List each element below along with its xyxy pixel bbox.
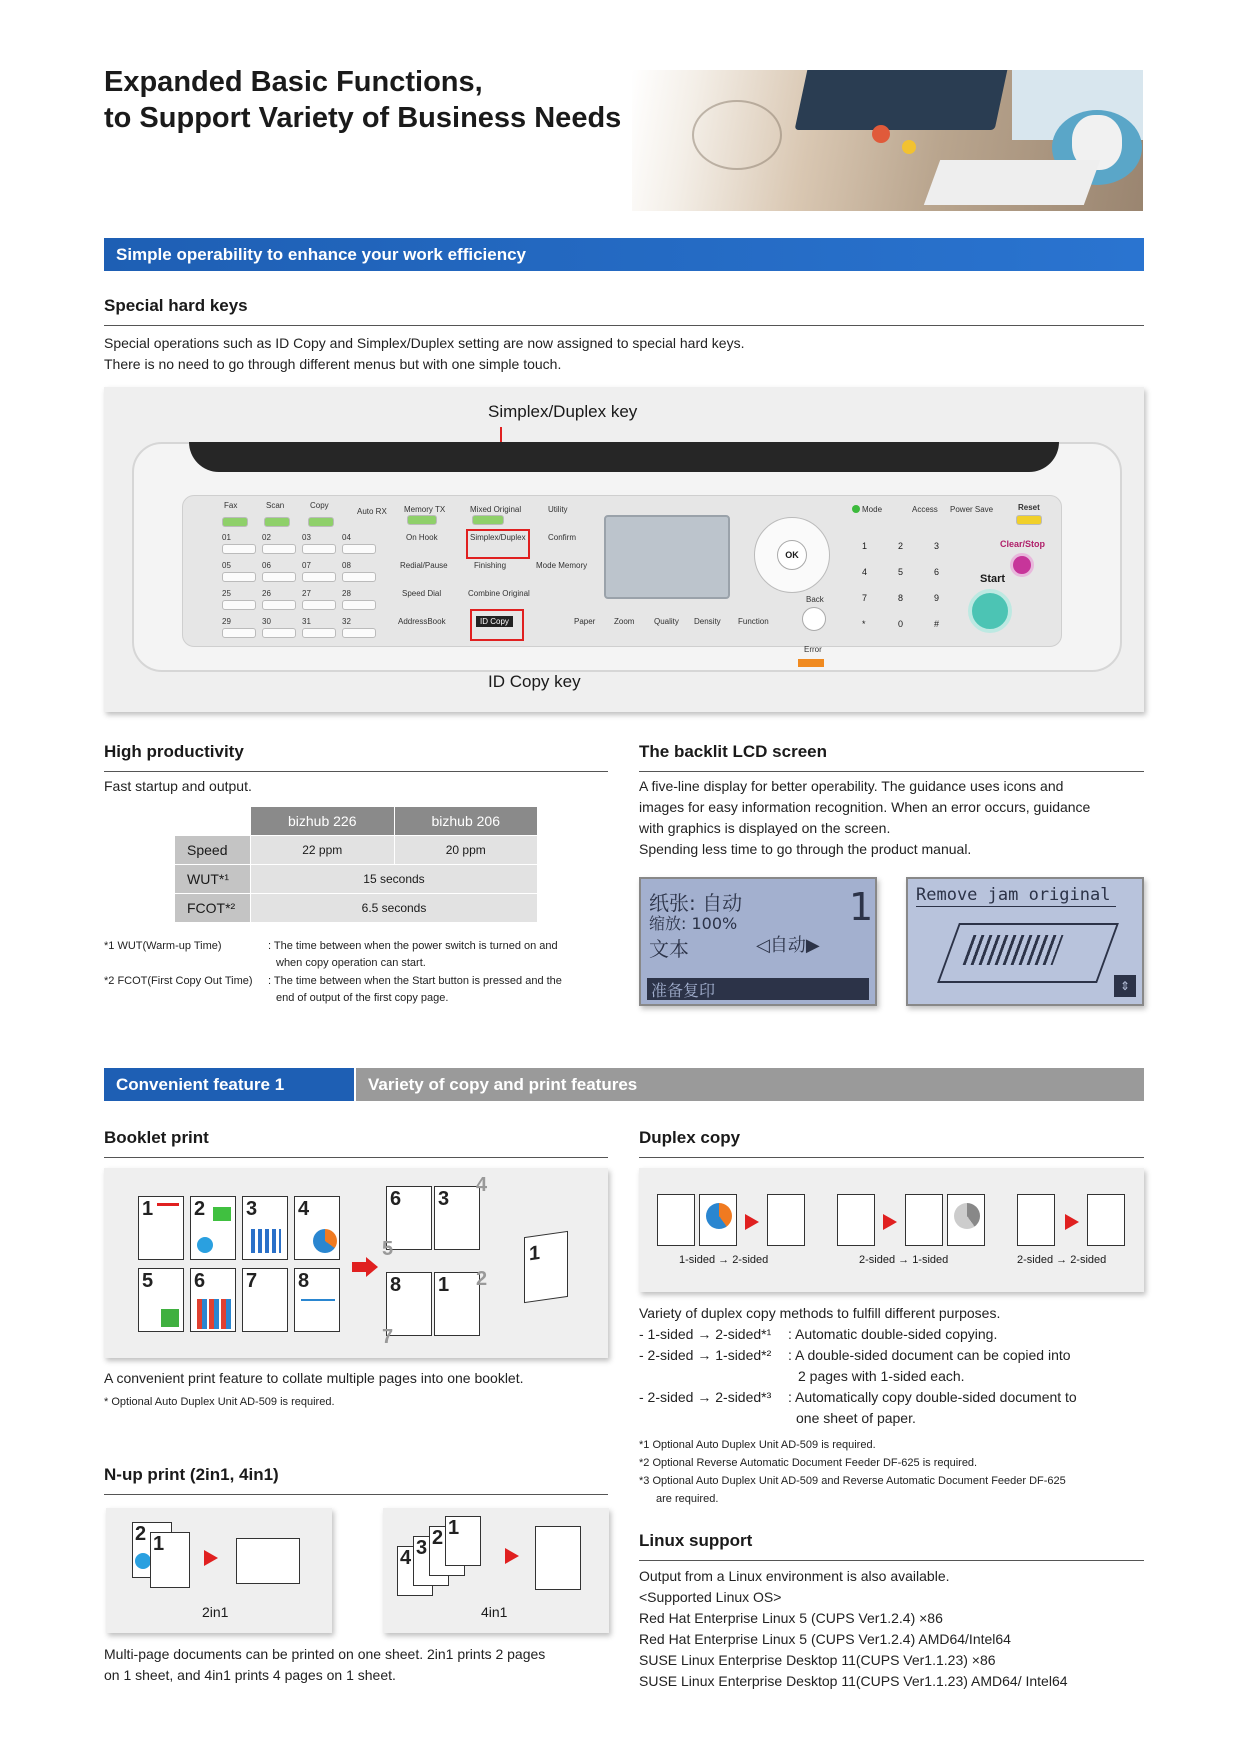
id-copy-key[interactable]: ID Copy: [476, 616, 513, 627]
key-label: Utility: [548, 505, 568, 514]
duplex-page: [905, 1194, 943, 1246]
key-label: Mode: [862, 505, 883, 514]
onetouch-key-label: 31: [302, 617, 311, 626]
page-mark: [251, 1229, 281, 1253]
control-panel-illustration: [104, 387, 1144, 712]
divider: [639, 1560, 1144, 1561]
onetouch-key[interactable]: [342, 544, 376, 554]
page-mark: [161, 1309, 179, 1327]
page-thumb: [138, 1268, 184, 1332]
page-thumb: [294, 1268, 340, 1332]
sheet-page: [434, 1186, 480, 1250]
divider: [639, 771, 1144, 772]
page-number: 1: [529, 1241, 541, 1266]
onetouch-key[interactable]: [222, 600, 256, 610]
keypad-key[interactable]: *: [862, 619, 866, 629]
key-label: Copy: [310, 501, 329, 510]
back-button[interactable]: [802, 607, 826, 631]
panel-top-slot: [189, 442, 1059, 472]
key-label: Mode Memory: [536, 561, 588, 570]
duplex-page: [699, 1194, 737, 1246]
keypad-key[interactable]: 9: [934, 593, 940, 603]
page-thumb: [445, 1516, 481, 1566]
onetouch-key[interactable]: [342, 628, 376, 638]
id-copy-highlight: [470, 609, 524, 641]
spec-cell: 22 ppm: [251, 836, 395, 865]
key-label: Simplex/Duplex: [470, 533, 526, 542]
duplex-item-text: : A double-sided document can be copied into: [788, 1347, 1071, 1363]
arrow-icon: [204, 1550, 218, 1566]
key-label: On Hook: [406, 533, 438, 542]
duplex-caption: 1-sided → 2-sided: [679, 1254, 769, 1266]
page-thumb: [236, 1538, 300, 1584]
duplex-heading: Duplex copy: [639, 1128, 741, 1147]
clip-shape: [902, 140, 916, 154]
onetouch-key[interactable]: [302, 572, 336, 582]
onetouch-key-label: 30: [262, 617, 271, 626]
arrow-icon: [505, 1548, 519, 1564]
footnote-text: end of output of the first copy page.: [276, 992, 449, 1004]
onetouch-key-label: 25: [222, 589, 231, 598]
scroll-icon: ⇕: [1114, 975, 1136, 997]
key-label: Function: [738, 617, 769, 626]
footnote-text: : The time between when the Start button is pressed and the: [268, 975, 562, 987]
onetouch-key[interactable]: [262, 544, 296, 554]
start-label: Start: [980, 573, 1006, 585]
lcd-copies: 1: [849, 885, 874, 929]
footnote-text: : The time between when the power switch is turned on and: [268, 940, 558, 952]
key-label: Scan: [266, 501, 285, 510]
page-mark: [157, 1203, 179, 1206]
onetouch-key-label: 27: [302, 589, 311, 598]
nup-caption: 2in1: [202, 1604, 229, 1620]
onetouch-key-label: 01: [222, 533, 231, 542]
booklet-heading: Booklet print: [104, 1128, 209, 1147]
divider: [104, 1494, 608, 1495]
lcd-text-line: with graphics is displayed on the screen.: [639, 820, 891, 836]
page-number: 3: [246, 1198, 258, 1220]
nup-heading: N-up print (2in1, 4in1): [104, 1465, 279, 1484]
title-line-2: to Support Variety of Business Needs: [104, 102, 622, 134]
divider: [104, 1157, 608, 1158]
duplex-page: [1087, 1194, 1125, 1246]
page-thumb: [242, 1196, 288, 1260]
onetouch-key-label: 07: [302, 561, 311, 570]
lcd-display: [604, 515, 730, 599]
keypad: [844, 527, 954, 647]
key-label: Memory TX: [404, 505, 446, 514]
duplex-page: [837, 1194, 875, 1246]
arrow-icon: [883, 1214, 897, 1230]
onetouch-key-label: 29: [222, 617, 231, 626]
divider: [104, 325, 1144, 326]
lcd-line: 纸张: 自动: [649, 891, 743, 915]
callout-id-copy: ID Copy key: [488, 672, 581, 691]
keypad-key[interactable]: 3: [934, 541, 940, 551]
page-number: 4: [298, 1198, 310, 1220]
onetouch-key[interactable]: [222, 544, 256, 554]
divider: [104, 771, 608, 772]
page-mark: [706, 1203, 732, 1229]
feature-banner-title: Variety of copy and print features: [356, 1068, 1144, 1101]
key-label: Quality: [654, 617, 679, 626]
footnote-key: *1 WUT(Warm-up Time): [104, 940, 222, 952]
arrow-icon: [366, 1257, 378, 1277]
page-mark: [135, 1553, 151, 1569]
keypad-key[interactable]: 5: [898, 567, 904, 577]
onetouch-key[interactable]: [342, 572, 376, 582]
page-number: 1: [142, 1198, 154, 1220]
page-thumb: [294, 1196, 340, 1260]
key-label: Mixed Original: [470, 505, 522, 514]
onetouch-key[interactable]: [262, 628, 296, 638]
productivity-text: Fast startup and output.: [104, 778, 252, 794]
page-thumb: [190, 1196, 236, 1260]
onetouch-key-label: 05: [222, 561, 231, 570]
productivity-heading: High productivity: [104, 742, 244, 761]
linux-heading: Linux support: [639, 1531, 753, 1550]
nup-4in1-illustration: [383, 1508, 609, 1633]
page-number: 2: [135, 1523, 147, 1545]
sheet-back-number: 4: [476, 1174, 488, 1196]
key-label: Speed Dial: [402, 589, 442, 598]
linux-text: [639, 1566, 1068, 1692]
arrow-icon: [745, 1214, 759, 1230]
callout-simplex-duplex: Simplex/Duplex key: [488, 402, 638, 421]
footnote-text: when copy operation can start.: [276, 957, 426, 969]
hardkeys-text-line: There is no need to go through different menus but with one simple touch.: [104, 356, 562, 372]
key-label: Paper: [574, 617, 596, 626]
booklet-illustration: [104, 1168, 608, 1358]
lcd-status-bar: 准备复印: [647, 978, 869, 1000]
onetouch-key-label: 03: [302, 533, 311, 542]
page-mark: [213, 1207, 231, 1221]
page-number: 2: [194, 1198, 206, 1220]
duplex-page: [947, 1194, 985, 1246]
page-number: 8: [390, 1274, 402, 1296]
keypad-key[interactable]: 4: [862, 567, 868, 577]
nup-caption: 4in1: [481, 1604, 508, 1620]
hardkeys-text: [104, 333, 744, 375]
feature-banner-label: Convenient feature 1: [104, 1068, 354, 1101]
duplex-note: *1 Optional Auto Duplex Unit AD-509 is required.: [639, 1439, 876, 1451]
page-number: 3: [416, 1537, 428, 1559]
duplex-item-text: : Automatic double-sided copying.: [788, 1326, 998, 1342]
lcd-line: 缩放: 100%: [649, 914, 738, 933]
page-thumb: [535, 1526, 581, 1590]
page-number: 4: [400, 1547, 412, 1569]
key-label: Back: [806, 595, 824, 604]
page-mark: [954, 1203, 980, 1229]
nup-2in1-illustration: [106, 1508, 332, 1633]
duplex-page: [1017, 1194, 1055, 1246]
copy-key[interactable]: [308, 517, 334, 527]
linux-line: Red Hat Enterprise Linux 5 (CUPS Ver1.2.4) AMD64/Intel64: [639, 1631, 1011, 1647]
onetouch-key[interactable]: [302, 628, 336, 638]
duplex-item-text: one sheet of paper.: [796, 1410, 916, 1426]
duplex-item-key: - 2-sided → 2-sided*³: [639, 1389, 772, 1405]
jam-illustration: [963, 935, 1064, 965]
onetouch-key-label: 04: [342, 533, 351, 542]
duplex-intro: Variety of duplex copy methods to fulfill different purposes.: [639, 1305, 1001, 1321]
lcd-text-line: images for easy information recognition. When an error occurs, guidance: [639, 799, 1091, 815]
duplex-note: *2 Optional Reverse Automatic Document Feeder DF-625 is required.: [639, 1457, 978, 1469]
booklet-note: * Optional Auto Duplex Unit AD-509 is required.: [104, 1396, 335, 1408]
spec-table: [174, 806, 538, 923]
duplex-caption: 2-sided → 2-sided: [1017, 1254, 1107, 1266]
page-thumb: [190, 1268, 236, 1332]
keypad-key[interactable]: 6: [934, 567, 940, 577]
lcd-auto: ◁自动▶: [756, 935, 820, 956]
spec-row-label: FCOT*²: [175, 894, 251, 923]
duplex-note: are required.: [656, 1493, 719, 1505]
onetouch-key-label: 02: [262, 533, 271, 542]
onetouch-key[interactable]: [222, 572, 256, 582]
sheet-back-number: 5: [382, 1238, 394, 1260]
title-line-1: Expanded Basic Functions,: [104, 66, 483, 98]
hardkeys-text-line: Special operations such as ID Copy and Simplex/Duplex setting are now assigned to special hard keys.: [104, 335, 745, 351]
reset-key[interactable]: [1016, 515, 1042, 525]
glasses-shape: [692, 100, 782, 170]
spec-cell: 15 seconds: [251, 865, 538, 894]
start-button[interactable]: [968, 589, 1012, 633]
page-number: 6: [390, 1188, 402, 1210]
duplex-illustration: [639, 1168, 1144, 1292]
arrow-icon: [352, 1262, 366, 1272]
duplex-caption: 2-sided → 1-sided: [859, 1254, 949, 1266]
onetouch-key[interactable]: [302, 544, 336, 554]
onetouch-key-label: 26: [262, 589, 271, 598]
onetouch-key[interactable]: [262, 572, 296, 582]
page-mark: [197, 1237, 213, 1253]
keypad-key[interactable]: 1: [862, 541, 868, 551]
nup-text: [104, 1644, 614, 1686]
page-number: 6: [194, 1270, 206, 1292]
linux-line: Output from a Linux environment is also available.: [639, 1568, 950, 1584]
clip-shape: [872, 125, 890, 143]
key-label: Auto RX: [357, 507, 387, 516]
key-label: Density: [694, 617, 721, 626]
clear-stop-label: Clear/Stop: [1000, 539, 1046, 549]
spec-col-header: bizhub 206: [394, 807, 538, 836]
scan-key[interactable]: [264, 517, 290, 527]
nup-text-line: Multi-page documents can be printed on one sheet. 2in1 prints 2 pages: [104, 1646, 546, 1662]
key-label: Error: [804, 645, 822, 654]
page-mark: [197, 1299, 231, 1329]
lcd-heading: The backlit LCD screen: [639, 742, 828, 761]
memory-tx-key[interactable]: [407, 515, 437, 525]
onetouch-key[interactable]: [222, 628, 256, 638]
keypad-key[interactable]: 2: [898, 541, 904, 551]
error-led: [798, 659, 824, 667]
lcd-divider: [916, 906, 1116, 907]
key-label: AddressBook: [398, 617, 446, 626]
clear-stop-button[interactable]: [1010, 553, 1034, 577]
keypad-key[interactable]: 7: [862, 593, 868, 603]
mixed-original-key[interactable]: [472, 515, 504, 525]
linux-line: SUSE Linux Enterprise Desktop 11(CUPS Ver1.1.23) ×86: [639, 1652, 996, 1668]
onetouch-key-label: 08: [342, 561, 351, 570]
key-label: Access: [912, 505, 938, 514]
key-label: Zoom: [614, 617, 635, 626]
page-title: [104, 64, 621, 136]
duplex-item-text: : Automatically copy double-sided document to: [788, 1389, 1077, 1405]
simplex-duplex-highlight: [466, 529, 530, 559]
spec-col-header: bizhub 226: [251, 807, 395, 836]
duplex-note: *3 Optional Auto Duplex Unit AD-509 and Reverse Automatic Document Feeder DF-625: [639, 1475, 1066, 1487]
page-number: 1: [438, 1274, 450, 1296]
nup-text-line: on 1 sheet, and 4in1 prints 4 pages on 1 sheet.: [104, 1667, 396, 1683]
key-label: Confirm: [548, 533, 577, 542]
linux-line: SUSE Linux Enterprise Desktop 11(CUPS Ver1.1.23) AMD64/ Intel64: [639, 1673, 1068, 1689]
onetouch-grid: [222, 533, 362, 643]
page-number: 2: [432, 1527, 444, 1549]
key-label: Reset: [1018, 503, 1040, 512]
page-number: 3: [438, 1188, 450, 1210]
duplex-item-key: - 2-sided → 1-sided*²: [639, 1347, 772, 1363]
key-label: Combine Original: [468, 589, 530, 598]
page-mark: [301, 1299, 335, 1301]
key-label: Fax: [224, 501, 238, 510]
page-thumb: [138, 1196, 184, 1260]
keyboard-shape: [924, 160, 1100, 205]
page-mark: [313, 1229, 337, 1253]
onetouch-key-label: 28: [342, 589, 351, 598]
lcd-line: 文本: [649, 937, 689, 961]
page-number: 8: [298, 1270, 310, 1292]
monitor-shape: [795, 70, 1010, 130]
sheet-back-number: 7: [382, 1326, 394, 1348]
page-number: 5: [142, 1270, 154, 1292]
onetouch-key[interactable]: [342, 600, 376, 610]
fax-key[interactable]: [222, 517, 248, 527]
onetouch-key[interactable]: [262, 600, 296, 610]
spec-row-label: Speed: [175, 836, 251, 865]
lcd-line: Remove jam original: [916, 885, 1111, 905]
keypad-key[interactable]: 0: [898, 619, 904, 629]
onetouch-key-label: 06: [262, 561, 271, 570]
sheet-page: [434, 1272, 480, 1336]
duplex-page: [767, 1194, 805, 1246]
onetouch-key[interactable]: [302, 600, 336, 610]
lcd-text-line: Spending less time to go through the product manual.: [639, 841, 972, 857]
hero-image: [632, 70, 1143, 211]
ok-button[interactable]: OK: [777, 540, 807, 570]
lcd-text-line: A five-line display for better operability. The guidance uses icons and: [639, 778, 1064, 794]
duplex-item-text: 2 pages with 1-sided each.: [798, 1368, 965, 1384]
page-thumb: [242, 1268, 288, 1332]
lcd-screen-jam: [906, 877, 1144, 1006]
page-number: 1: [448, 1517, 460, 1539]
key-label: Finishing: [474, 561, 507, 570]
lcd-screen-copy: [639, 877, 877, 1006]
keypad-key[interactable]: #: [934, 619, 940, 629]
booklet-text: A convenient print feature to collate multiple pages into one booklet.: [104, 1370, 524, 1386]
linux-line: <Supported Linux OS>: [639, 1589, 782, 1605]
spec-cell: 20 ppm: [394, 836, 538, 865]
keypad-key[interactable]: 8: [898, 593, 904, 603]
spec-row-label: WUT*¹: [175, 865, 251, 894]
booklet-result: [524, 1231, 568, 1303]
spec-cell: 6.5 seconds: [251, 894, 538, 923]
arrow-icon: [1065, 1214, 1079, 1230]
section-banner: Simple operability to enhance your work efficiency: [104, 238, 1144, 271]
page-thumb: [150, 1532, 190, 1588]
footnote-key: *2 FCOT(First Copy Out Time): [104, 975, 253, 987]
page-number: 7: [246, 1270, 258, 1292]
linux-line: Red Hat Enterprise Linux 5 (CUPS Ver1.2.4) ×86: [639, 1610, 943, 1626]
divider: [639, 1157, 1144, 1158]
page-number: 1: [153, 1533, 165, 1555]
key-label: Power Save: [950, 505, 994, 514]
lcd-text: [639, 776, 1144, 860]
onetouch-key-label: 32: [342, 617, 351, 626]
duplex-item-key: - 1-sided → 2-sided*¹: [639, 1326, 772, 1342]
duplex-page: [657, 1194, 695, 1246]
key-label: Redial/Pause: [400, 561, 448, 570]
status-led: [852, 505, 860, 513]
hardkeys-heading: Special hard keys: [104, 296, 248, 315]
sheet-back-number: 2: [476, 1268, 488, 1290]
